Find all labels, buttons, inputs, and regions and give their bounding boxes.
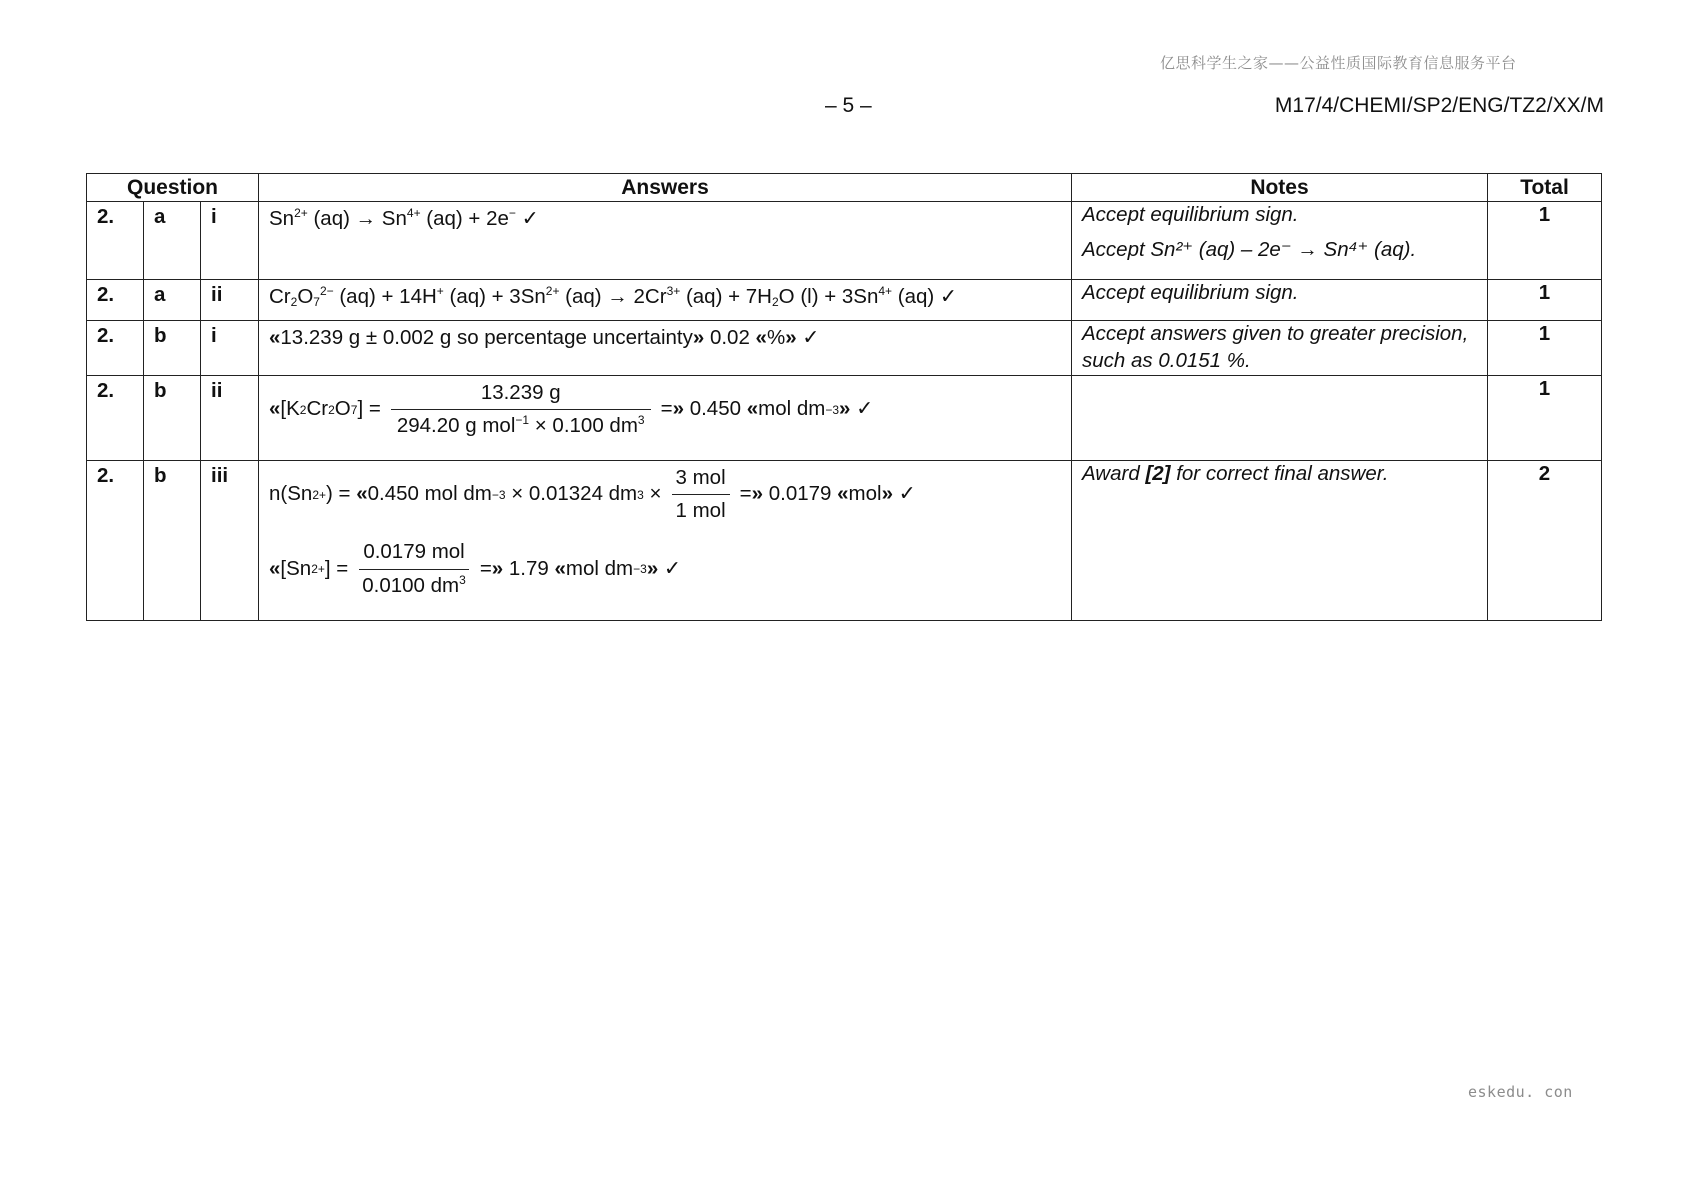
answer-text: (aq) + 2e <box>420 207 509 231</box>
guillemet: « <box>746 397 759 421</box>
guillemet: » <box>839 397 851 421</box>
guillemet: « <box>269 326 281 350</box>
superscript: − <box>508 206 516 221</box>
fraction-numerator: 0.0179 mol <box>359 539 468 570</box>
superscript: 2+ <box>294 206 308 221</box>
answer-cell <box>259 321 1072 375</box>
question-part: a <box>144 280 201 321</box>
superscript: −1 <box>515 413 530 428</box>
fraction-denominator <box>358 570 470 600</box>
guillemet: » <box>672 397 685 421</box>
answer-text: 0.0100 dm <box>362 573 460 597</box>
question-number: 2. <box>87 375 144 460</box>
note-line: Accept Sn²⁺ (aq) – 2e⁻ → Sn⁴⁺ (aq). <box>1082 237 1417 261</box>
answer-text: [K <box>280 397 300 421</box>
total-marks: 1 <box>1488 321 1602 375</box>
answer-cell <box>259 460 1072 620</box>
answer-text: × 0.01324 dm <box>505 482 638 506</box>
checkmark: ✓ <box>850 397 874 421</box>
notes-cell <box>1072 375 1488 460</box>
question-part: b <box>144 375 201 460</box>
total-marks: 1 <box>1488 375 1602 460</box>
total-marks: 1 <box>1488 280 1602 321</box>
superscript: 3+ <box>666 284 681 299</box>
table-header-row <box>87 174 1602 202</box>
answer-text: 0.02 <box>704 326 756 350</box>
equation-line: « [K 2 Cr 2 O 7 ] = $\frac{13.239 g}{294.20 g mol^{-1} \times 0.100 dm^3}$ = » 0.450 « mol dm −3 » ✓ <box>269 380 1071 440</box>
subscript: 2 <box>771 295 779 310</box>
mark-award: [2] <box>1145 461 1171 485</box>
note-line: Accept equilibrium sign. <box>1082 203 1299 227</box>
superscript: 4+ <box>406 206 421 221</box>
page-number: – 5 – <box>825 94 872 117</box>
answer-text: O <box>334 397 351 421</box>
superscript: 3 <box>637 413 645 428</box>
guillemet: » <box>491 556 504 580</box>
answer-text: n(Sn <box>269 482 313 506</box>
question-subpart: i <box>201 321 259 375</box>
markscheme-table <box>86 173 1602 621</box>
checkmark: (aq) ✓ <box>892 285 958 309</box>
header-question: Question <box>87 174 259 202</box>
question-subpart: i <box>201 202 259 280</box>
fraction-denominator: 1 mol <box>675 499 726 523</box>
answer-cell <box>259 375 1072 460</box>
checkmark: ✓ <box>658 556 682 580</box>
fraction-numerator: 3 mol <box>672 465 730 496</box>
fraction-numerator: 13.239 g <box>391 380 651 411</box>
answer-text: (aq) → Sn <box>307 207 407 231</box>
answer-text: (aq) + 14H <box>333 285 437 309</box>
answer-text: (aq) + 3Sn <box>443 285 546 309</box>
guillemet: « <box>269 397 281 421</box>
total-marks: 2 <box>1488 460 1602 620</box>
header-watermark: 亿思科学生之家——公益性质国际教育信息服务平台 <box>1160 54 1517 72</box>
notes-cell <box>1072 280 1488 321</box>
footer-watermark: eskedu. con <box>1468 1083 1573 1101</box>
answer-text: ] = <box>357 397 381 421</box>
question-subpart: ii <box>201 375 259 460</box>
header-notes: Notes <box>1072 174 1488 202</box>
question-number: 2. <box>87 202 144 280</box>
answer-text: 0.450 mol dm <box>367 482 492 506</box>
question-part: b <box>144 460 201 620</box>
answer-text: × 0.100 dm <box>529 414 638 438</box>
note-line: Accept equilibrium sign. <box>1082 281 1299 305</box>
answer-text: 0.450 <box>684 397 747 421</box>
answer-text: Cr <box>306 397 329 421</box>
notes-cell <box>1072 460 1488 620</box>
notes-cell <box>1072 202 1488 280</box>
guillemet: « <box>755 326 767 350</box>
total-marks: 1 <box>1488 202 1602 280</box>
note-line: Award [2] for correct final answer. <box>1082 461 1389 485</box>
answer-text: mol dm <box>565 556 634 580</box>
notes-cell <box>1072 321 1488 375</box>
header-total: Total <box>1488 174 1602 202</box>
subscript: 7 <box>313 295 320 310</box>
question-subpart: ii <box>201 280 259 321</box>
fraction-denominator <box>393 410 649 440</box>
guillemet: » <box>646 556 659 580</box>
subscript: 2 <box>290 295 298 310</box>
answer-text: mol dm <box>758 397 826 421</box>
superscript: 2+ <box>545 284 560 299</box>
answer-text: ] = <box>324 556 349 580</box>
answer-text: Sn <box>269 207 295 231</box>
answer-text: 13.239 g ± 0.002 g so percentage uncertainty <box>280 326 693 350</box>
table-row <box>87 202 1602 280</box>
question-subpart: iii <box>201 460 259 620</box>
answer-text: = <box>660 397 673 421</box>
answer-text: 0.0179 <box>763 482 838 506</box>
superscript: 4+ <box>878 284 893 299</box>
question-number: 2. <box>87 321 144 375</box>
table-row <box>87 375 1602 460</box>
guillemet: « <box>554 556 566 580</box>
answer-text: (aq) + 7H <box>680 285 772 309</box>
answer-text: 1.79 <box>503 556 555 580</box>
guillemet: « <box>356 482 368 506</box>
question-number: 2. <box>87 280 144 321</box>
answer-text: O (l) + 3Sn <box>778 285 879 309</box>
answer-text: [Sn <box>280 556 312 580</box>
answer-text: Cr <box>269 285 291 309</box>
guillemet: « <box>837 482 849 506</box>
table-row <box>87 460 1602 620</box>
guillemet: » <box>785 326 797 350</box>
answer-text: × <box>643 482 662 506</box>
guillemet: « <box>269 556 281 580</box>
question-part: a <box>144 202 201 280</box>
answer-text: % <box>766 326 786 350</box>
fraction <box>358 539 470 599</box>
guillemet: » <box>751 482 764 506</box>
table-row <box>87 321 1602 375</box>
checkmark: ✓ <box>892 482 916 506</box>
question-part: b <box>144 321 201 375</box>
header-answers: Answers <box>259 174 1072 202</box>
answer-cell <box>259 202 1072 280</box>
paper-code: M17/4/CHEMI/SP2/ENG/TZ2/XX/M <box>1274 94 1604 117</box>
superscript: + <box>436 284 444 299</box>
answer-text: 294.20 g mol <box>396 414 516 438</box>
guillemet: » <box>881 482 893 506</box>
table-row <box>87 280 1602 321</box>
guillemet: » <box>692 326 705 350</box>
fraction <box>672 465 730 525</box>
answer-text: mol <box>848 482 882 506</box>
answer-text: = <box>739 482 752 506</box>
equation-line: « [Sn 2+ ] = $\frac{\text{0.0179 mol}}{0.0100 dm^3}$ = » 1.79 « mol dm −3 » ✓ <box>269 539 1071 599</box>
checkmark: ✓ <box>796 326 820 350</box>
note-line: Accept answers given to greater precision, such as 0.0151 %. <box>1082 322 1469 372</box>
question-number: 2. <box>87 460 144 620</box>
equation-line: n(Sn 2+ ) = « 0.450 mol dm −3 × 0.01324 dm 3 × $\frac{\text{3 mol}}{\text{1 mol}}$ = » 0.0179 « mol » ✓ <box>269 465 1071 525</box>
answer-text: O <box>297 285 314 309</box>
answer-text: = <box>479 556 492 580</box>
answer-text: (aq) → 2Cr <box>559 285 667 309</box>
checkmark: ✓ <box>515 207 539 231</box>
superscript: 3 <box>459 572 466 587</box>
fraction <box>391 380 651 440</box>
answer-text: ) = <box>326 482 357 506</box>
superscript: 2− <box>319 284 334 299</box>
answer-cell <box>259 280 1072 321</box>
